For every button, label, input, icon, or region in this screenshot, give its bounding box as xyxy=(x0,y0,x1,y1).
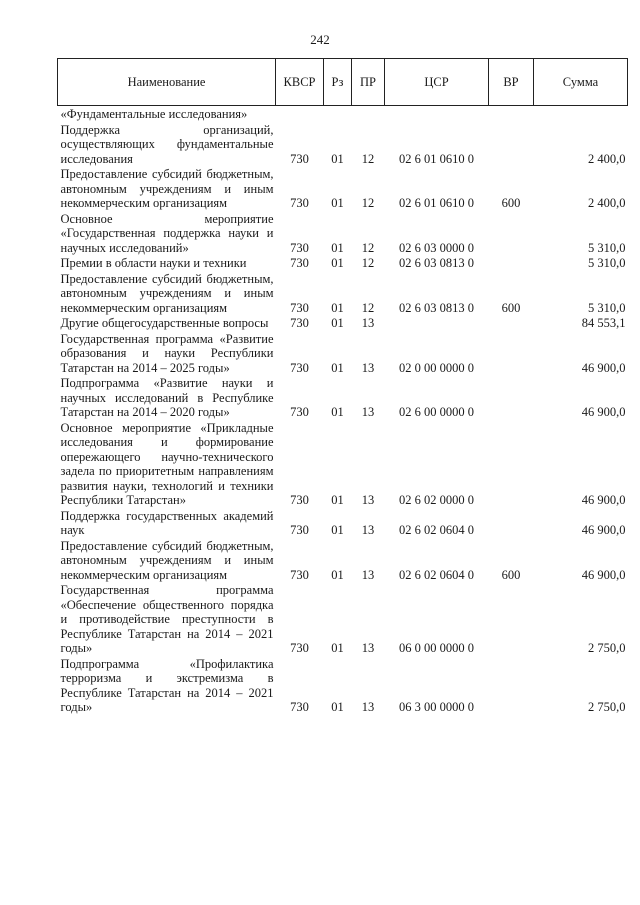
row-pr: 13 xyxy=(361,700,375,714)
row-kvsr: 730 xyxy=(290,300,309,315)
row-sum: 2 750,0 xyxy=(588,641,626,655)
row-pr: 13 xyxy=(361,405,375,419)
row-name: Основное мероприятие «Прикладные исследования и формирование опережающего научно-технического задела по приоритетным направлениям развития науки, технологий и техники Республики Татарстан» xyxy=(60,420,274,507)
row-kvsr: 730 xyxy=(290,256,309,270)
table-row xyxy=(58,375,628,420)
row-sum: 2 750,0 xyxy=(588,700,626,714)
row-csr: 02 6 00 0000 0 xyxy=(399,405,474,419)
header-rz: Рз xyxy=(324,59,352,106)
row-pr: 12 xyxy=(361,300,375,315)
row-rz: 01 xyxy=(331,240,344,255)
row-csr: 06 0 00 0000 0 xyxy=(399,641,474,655)
row-rz: 01 xyxy=(331,523,344,537)
row-sum: 84 553,1 xyxy=(581,316,626,330)
row-sum: 46 900,0 xyxy=(581,360,626,375)
row-kvsr: 730 xyxy=(290,405,309,419)
row-kvsr: 730 xyxy=(290,151,309,166)
row-sum: 2 400,0 xyxy=(588,151,626,166)
row-name: Поддержка организаций, осуществляющих фундаментальные исследования xyxy=(60,122,274,166)
row-kvsr: 730 xyxy=(290,360,309,375)
row-name: Предоставление субсидий бюджетным, автономным учреждениям и иным некоммерческим организациям xyxy=(60,271,274,315)
row-rz xyxy=(324,106,352,122)
row-rz: 01 xyxy=(331,151,344,166)
row-name: Поддержка государственных академий наук xyxy=(60,508,274,537)
row-rz: 01 xyxy=(331,493,344,507)
row-sum xyxy=(534,106,628,122)
table-row xyxy=(58,538,628,583)
table-row xyxy=(58,122,628,167)
row-name: Подпрограмма «Развитие науки и научных исследований в Республике Татарстан на 2014 – 2020 годы» xyxy=(60,376,274,419)
row-kvsr: 730 xyxy=(290,196,309,210)
row-rz: 01 xyxy=(331,641,344,655)
row-name: Основное мероприятие «Государственная поддержка науки и научных исследований» xyxy=(60,211,274,255)
row-csr xyxy=(385,315,489,331)
row-name: Премии в области науки и техники xyxy=(60,256,247,270)
row-name: Предоставление субсидий бюджетным, автономным учреждениям и иным некоммерческим организациям xyxy=(60,167,274,210)
table-row xyxy=(58,166,628,211)
row-vr xyxy=(489,255,534,271)
row-sum: 5 310,0 xyxy=(588,300,626,315)
row-csr xyxy=(385,106,489,122)
row-vr xyxy=(489,420,534,508)
row-sum: 46 900,0 xyxy=(581,493,626,507)
row-vr xyxy=(489,331,534,376)
row-csr: 02 6 02 0000 0 xyxy=(399,493,474,507)
row-csr: 02 6 03 0813 0 xyxy=(399,300,474,315)
row-csr: 02 6 03 0813 0 xyxy=(399,256,474,270)
row-rz: 01 xyxy=(331,360,344,375)
row-name: Другие общегосударственные вопросы xyxy=(60,316,269,330)
row-vr: 600 xyxy=(501,196,521,210)
row-vr xyxy=(489,656,534,715)
row-csr: 02 0 00 0000 0 xyxy=(399,360,474,375)
table-row xyxy=(58,106,628,122)
row-csr: 02 6 01 0610 0 xyxy=(399,151,474,166)
row-vr xyxy=(489,106,534,122)
row-pr: 13 xyxy=(361,360,375,375)
row-name: Предоставление субсидий бюджетным, автономным учреждениям и иным некоммерческим организациям xyxy=(60,538,274,582)
row-csr: 02 6 02 0604 0 xyxy=(399,523,474,537)
row-pr: 13 xyxy=(361,567,375,582)
row-vr xyxy=(489,375,534,420)
row-sum: 46 900,0 xyxy=(581,523,626,537)
row-csr: 02 6 01 0610 0 xyxy=(399,196,474,210)
table-row xyxy=(58,255,628,271)
row-vr: 600 xyxy=(501,567,521,582)
table-row xyxy=(58,315,628,331)
row-vr xyxy=(489,122,534,167)
row-pr: 12 xyxy=(361,240,375,255)
row-pr: 12 xyxy=(361,151,375,166)
row-pr: 13 xyxy=(361,316,375,330)
budget-table xyxy=(57,58,628,715)
table-row xyxy=(58,656,628,715)
header-pr: ПР xyxy=(352,59,385,106)
row-name: Государственная программа «Развитие образования и науки Республики Татарстан на 2014 – 2025 годы» xyxy=(60,331,274,375)
row-name: «Фундаментальные исследования» xyxy=(60,107,248,121)
row-pr: 13 xyxy=(361,523,375,537)
table-row xyxy=(58,271,628,316)
row-sum: 2 400,0 xyxy=(588,196,626,210)
header-kvsr: КВСР xyxy=(276,59,324,106)
row-vr xyxy=(489,211,534,256)
row-sum: 46 900,0 xyxy=(581,405,626,419)
row-kvsr: 730 xyxy=(290,523,309,537)
row-pr: 12 xyxy=(361,196,375,210)
table-row xyxy=(58,211,628,256)
row-pr: 13 xyxy=(361,641,375,655)
row-vr xyxy=(489,508,534,538)
row-rz: 01 xyxy=(331,256,344,270)
header-csr: ЦСР xyxy=(385,59,489,106)
row-rz: 01 xyxy=(331,316,344,330)
row-pr xyxy=(352,106,385,122)
row-kvsr: 730 xyxy=(290,641,309,655)
row-pr: 12 xyxy=(361,256,375,270)
row-vr xyxy=(489,315,534,331)
row-rz: 01 xyxy=(331,567,344,582)
table-row xyxy=(58,331,628,376)
header-sum: Сумма xyxy=(534,59,628,106)
row-rz: 01 xyxy=(331,196,344,210)
table-header-row xyxy=(58,59,628,106)
table-row xyxy=(58,508,628,538)
row-kvsr: 730 xyxy=(290,493,309,507)
table-row xyxy=(58,420,628,508)
row-name: Подпрограмма «Профилактика терроризма и экстремизма в Республике Татарстан на 2014 – 2021 годы» xyxy=(60,656,274,714)
row-vr xyxy=(489,582,534,656)
row-vr: 600 xyxy=(501,300,521,315)
row-csr: 06 3 00 0000 0 xyxy=(399,700,474,714)
row-csr: 02 6 02 0604 0 xyxy=(399,567,474,582)
row-sum: 5 310,0 xyxy=(588,240,626,255)
row-kvsr: 730 xyxy=(290,567,309,582)
page-number: 242 xyxy=(310,32,330,47)
header-name: Наименование xyxy=(58,59,276,106)
header-vr: ВР xyxy=(489,59,534,106)
row-kvsr: 730 xyxy=(290,700,309,714)
row-rz: 01 xyxy=(331,300,344,315)
row-name: Государственная программа «Обеспечение общественного порядка и противодействие преступности в Республике Татарстан на 2014 – 2021 годы» xyxy=(60,583,274,655)
row-rz: 01 xyxy=(331,405,344,419)
row-csr: 02 6 03 0000 0 xyxy=(399,240,474,255)
row-sum: 5 310,0 xyxy=(588,256,626,270)
table-row xyxy=(58,582,628,656)
row-kvsr: 730 xyxy=(290,240,309,255)
row-kvsr: 730 xyxy=(290,316,309,330)
row-sum: 46 900,0 xyxy=(581,567,626,582)
row-pr: 13 xyxy=(361,493,375,507)
row-rz: 01 xyxy=(331,700,344,714)
row-kvsr xyxy=(276,106,324,122)
